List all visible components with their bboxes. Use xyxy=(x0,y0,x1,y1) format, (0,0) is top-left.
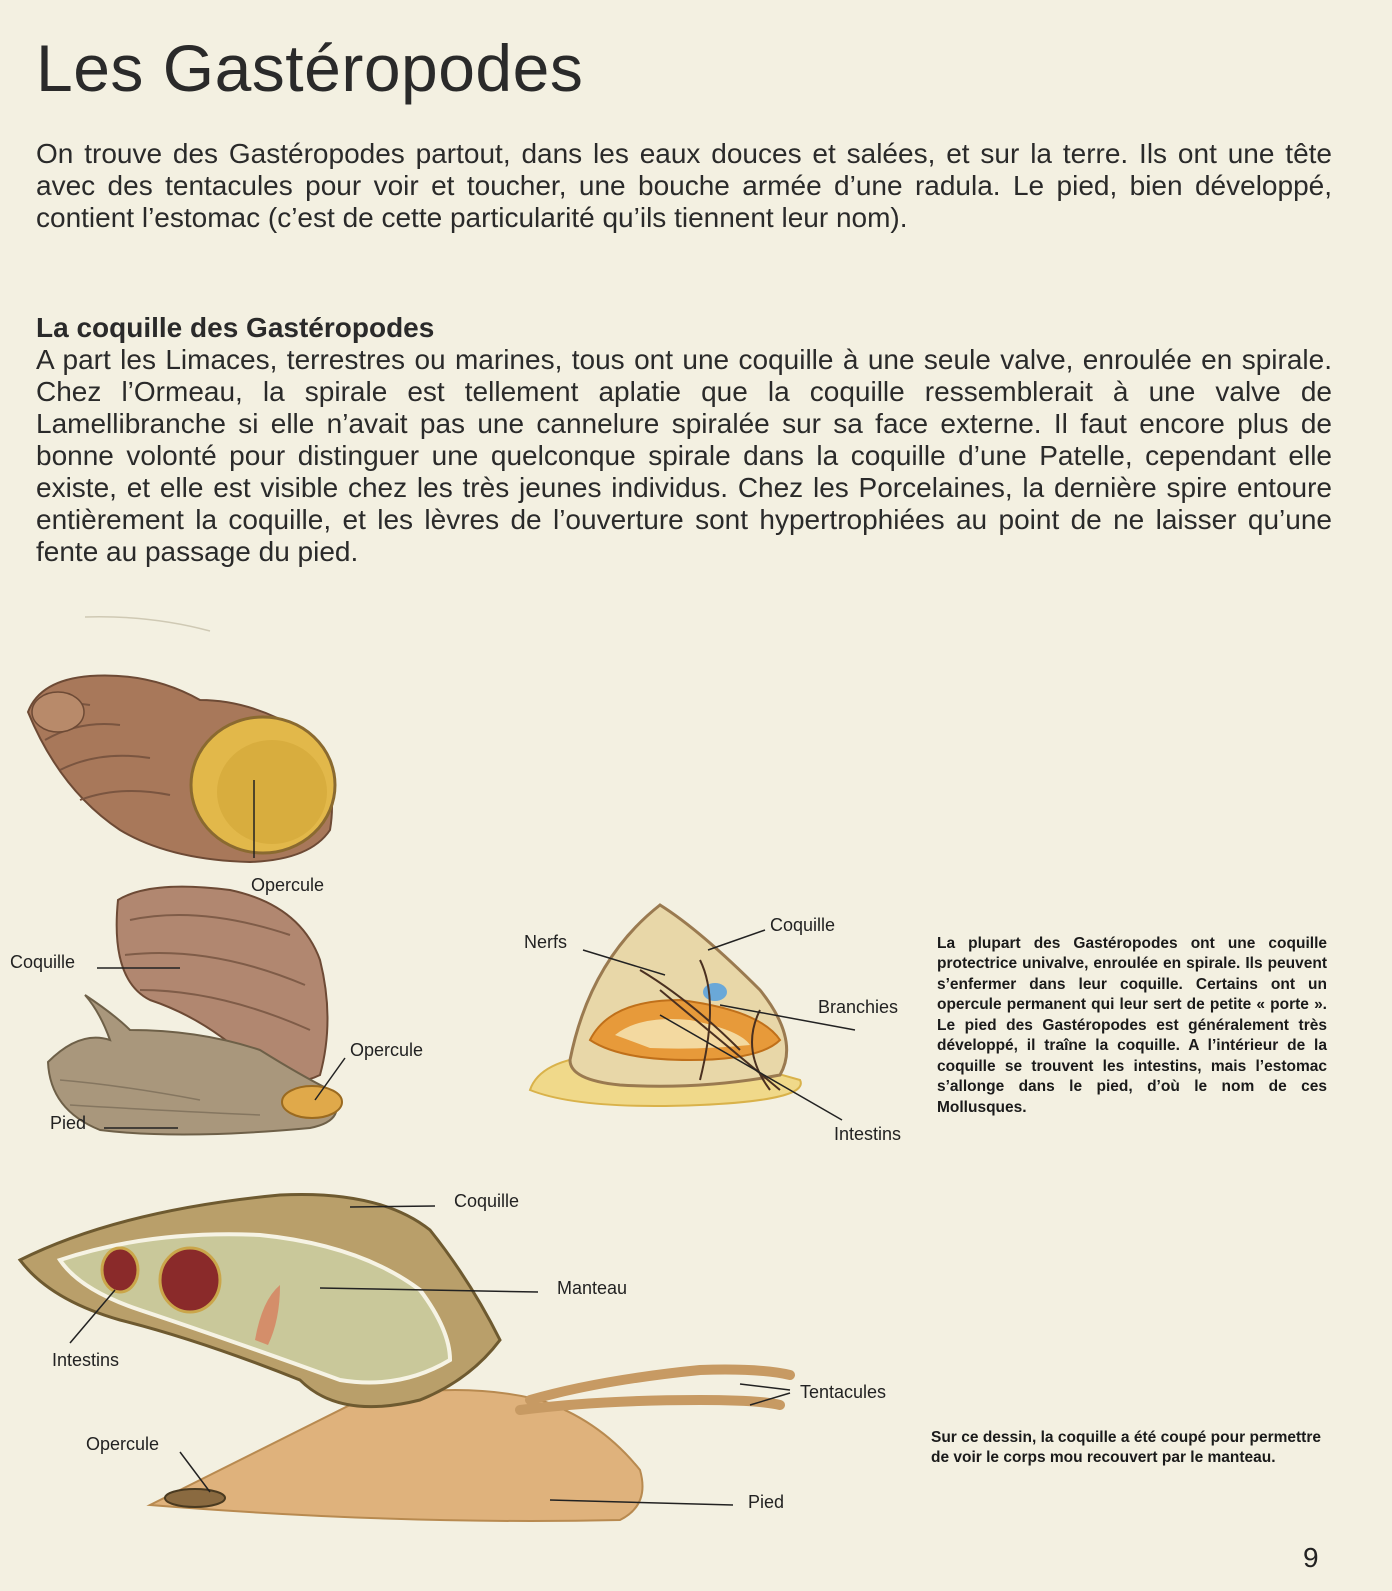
label-manteau: Manteau xyxy=(557,1278,628,1298)
label-coquille-cutaway: Coquille xyxy=(454,1191,520,1211)
label-coquille-snail: Coquille xyxy=(10,952,76,972)
label-pied-cutaway: Pied xyxy=(748,1492,785,1512)
label-intestins-section: Intestins xyxy=(834,1124,902,1144)
shell-section-illustration xyxy=(530,905,855,1120)
label-opercule-cutaway: Opercule xyxy=(86,1434,160,1454)
caption-cutaway: Sur ce dessin, la coquille a été coupé pour permettre de voir le corps mou recouvert par le manteau. xyxy=(931,1428,1321,1466)
caption-main: La plupart des Gastéropodes ont une coquille protectrice univalve, enroulée en spirale. Ils peuvent s’enfermer dans leur coquille. Certains ont un opercule permanent qui leur sert de petite « porte ». Le pied des Gastéropodes est généralement très développé, il traîne la coquille. A l’intérieur de la coquille se trouvent les intestins, mais l’estomac s’allonge dans le pied, d’où le nom de ces Mollusques. xyxy=(937,934,1327,1116)
page-title: Les Gastéropodes xyxy=(36,31,584,105)
intro-paragraph: On trouve des Gastéropodes partout, dans les eaux douces et salées, et sur la terre. Ils ont une tête avec des tentacules pour voir et toucher, une bouche armée d’une radula. Le pied, bien développé, contient l’estomac (c’est de cette particularité qu’ils tiennent leur nom). xyxy=(36,138,1332,233)
label-coquille-section: Coquille xyxy=(770,915,836,935)
page-number: 9 xyxy=(1303,1542,1319,1573)
snail-shell-illustration xyxy=(28,676,335,863)
snail-illustration xyxy=(48,887,345,1135)
label-opercule-snail: Opercule xyxy=(350,1040,424,1060)
label-branchies: Branchies xyxy=(818,997,899,1017)
section-paragraph: A part les Limaces, terrestres ou marines, tous ont une coquille à une seule valve, enroulée en spirale. Chez l’Ormeau, la spirale est tellement aplatie que la coquille ressemblerait à une valve de Lamellibranche si elle n’avait pas une cannelure spiralée sur sa face externe. Il faut encore plus de bonne volonté pour distinguer une quelconque spirale dans la coquille d’une Patelle, cependant elle existe, et elle est visible chez les très jeunes individus. Chez les Porcelaines, la dernière spire entoure entièrement la coquille, et les lèvres de l’ouverture sont hypertrophiées au point de ne laisser qu’une fente au passage du pied. xyxy=(36,344,1332,567)
label-tentacules: Tentacules xyxy=(800,1382,887,1402)
snail-cutaway-illustration xyxy=(20,1194,790,1521)
label-opercule-shell: Opercule xyxy=(251,875,325,895)
section-title: La coquille des Gastéropodes xyxy=(36,312,435,343)
label-nerfs: Nerfs xyxy=(524,932,568,952)
label-intestins-cutaway: Intestins xyxy=(52,1350,120,1370)
label-pied-snail: Pied xyxy=(50,1113,87,1133)
